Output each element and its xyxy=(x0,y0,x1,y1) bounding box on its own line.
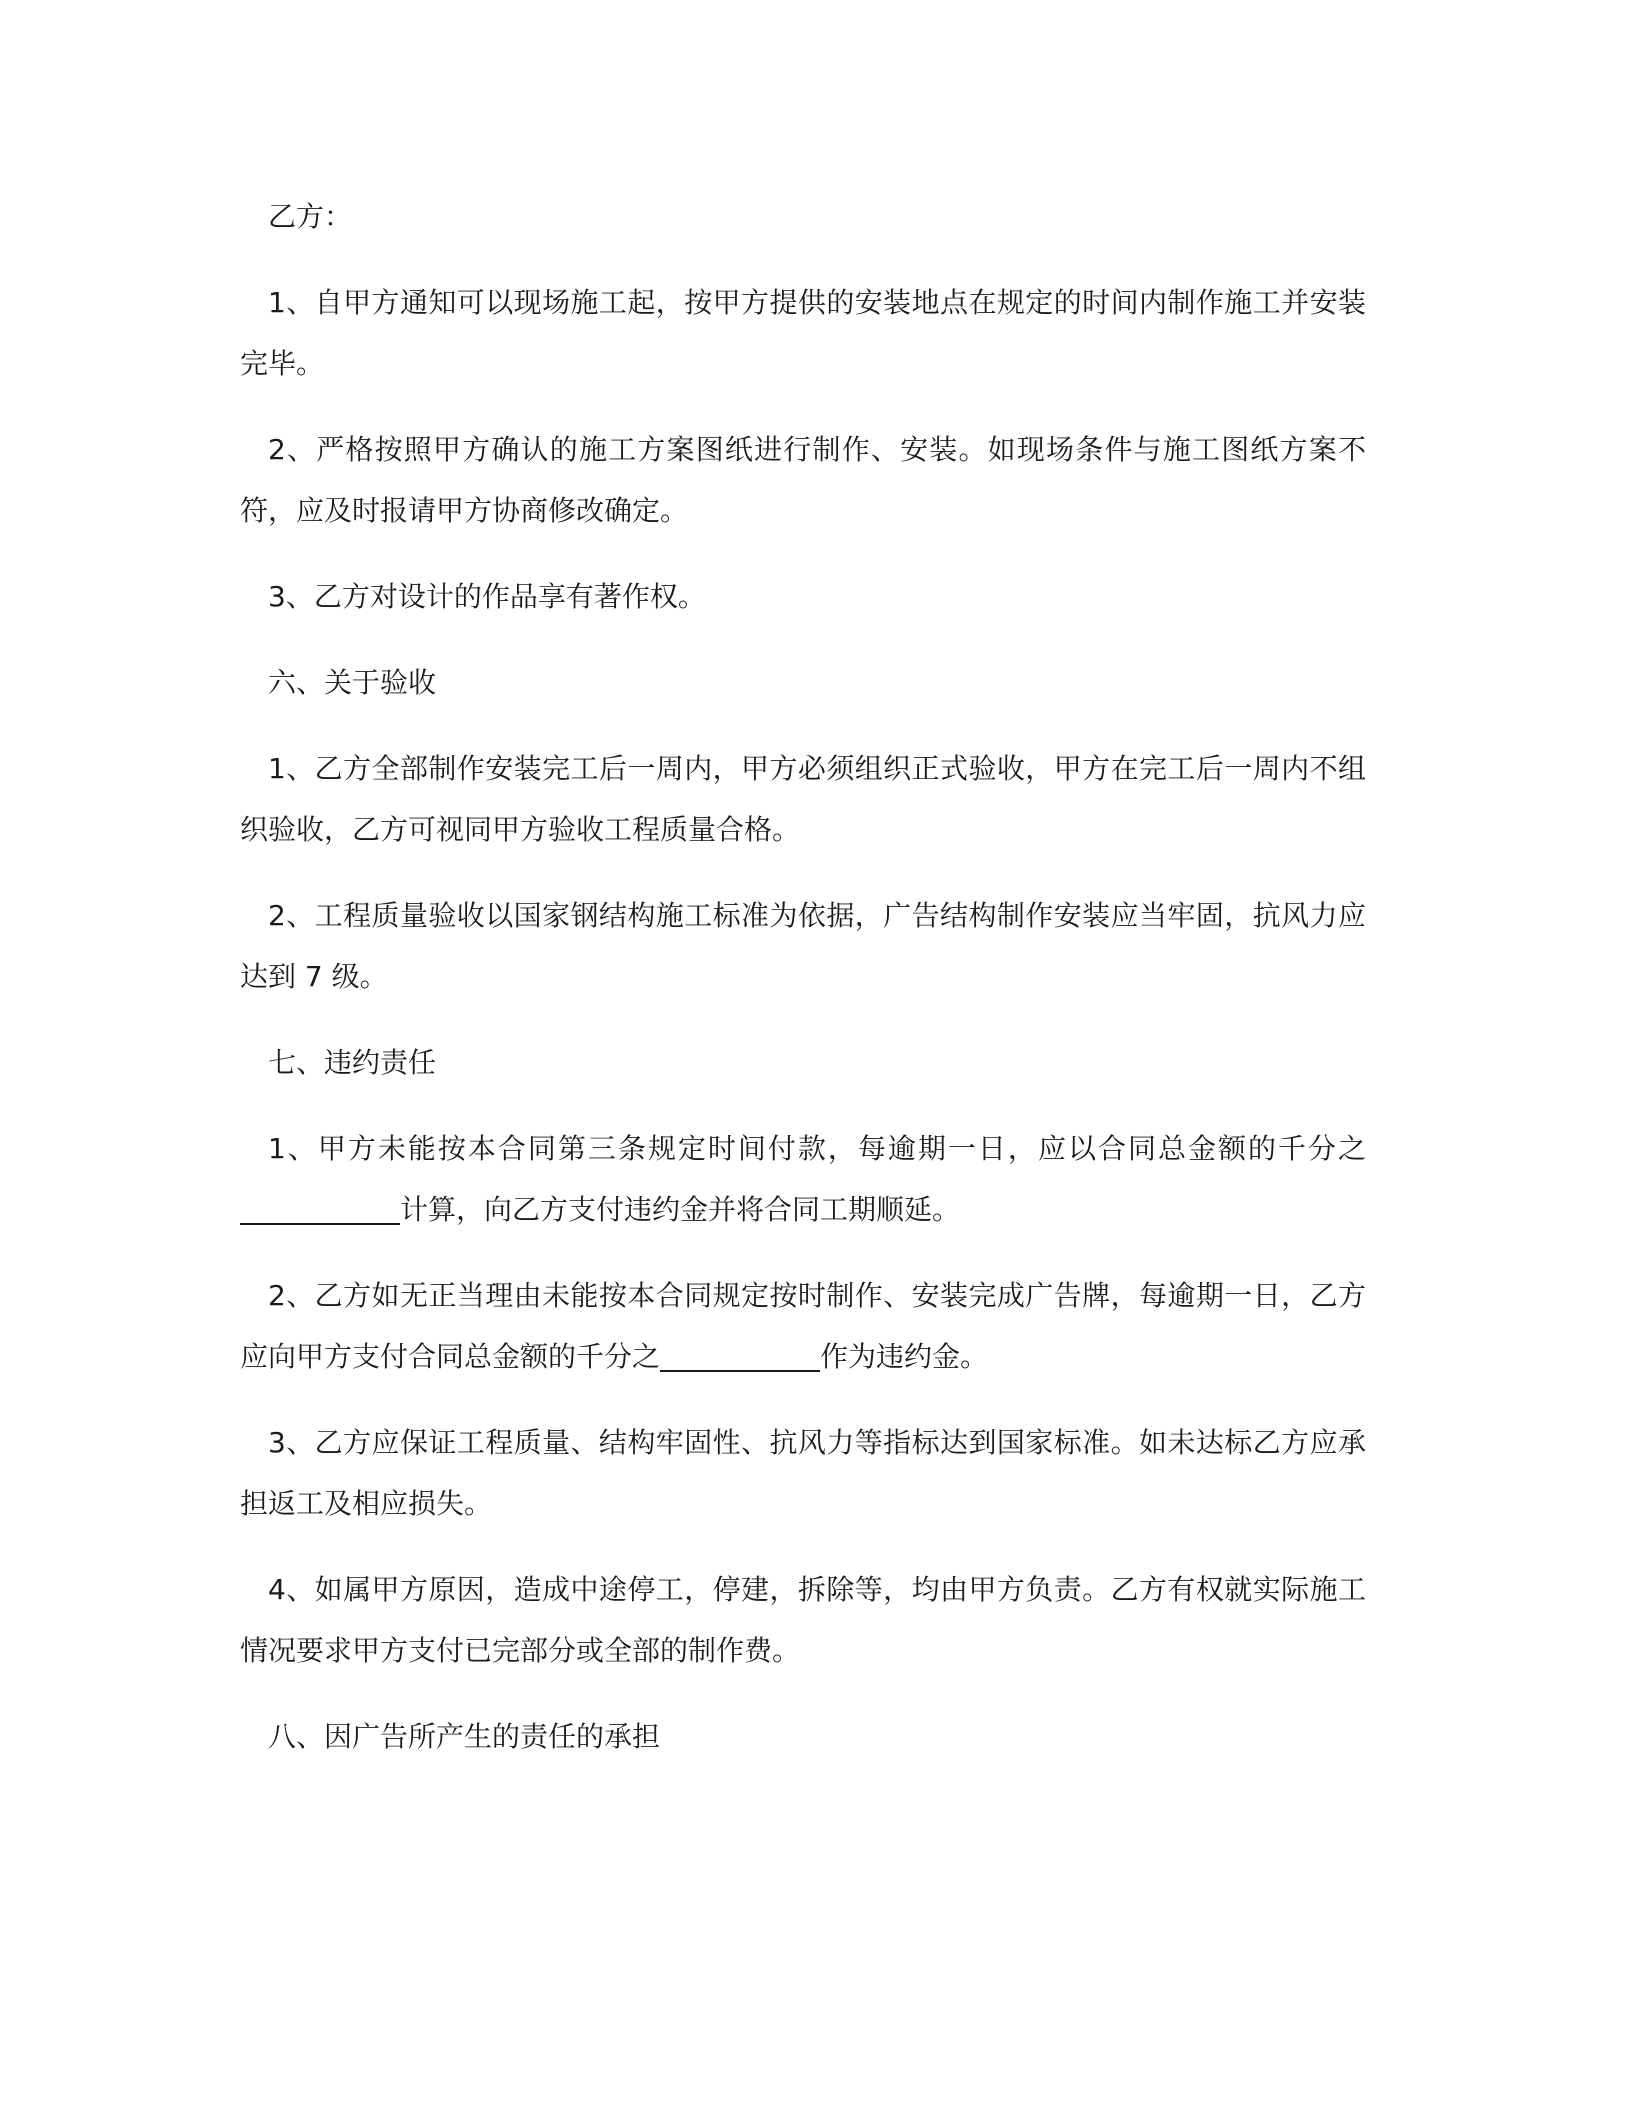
section-6-item-1: 1、乙方全部制作安装完工后一周内，甲方必须组织正式验收，甲方在完工后一周内不组织验收，乙方可视同甲方验收工程质量合格。 xyxy=(240,752,1366,846)
section-7-item-1-text-b: 计算，向乙方支付违约金并将合同工期顺延。 xyxy=(400,1193,961,1226)
clause-b-2: 2、严格按照甲方确认的施工方案图纸进行制作、安装。如现场条件与施工图纸方案不符，应及时报请甲方协商修改确定。 xyxy=(240,433,1366,527)
section-7-item-2-text-a: 2、乙方如无正当理由未能按本合同规定按时制作、安装完成广告牌，每逾期一日，乙方应向甲方支付合同总金额的千分之 xyxy=(240,1279,1366,1373)
clause-b-1: 1、自甲方通知可以现场施工起，按甲方提供的安装地点在规定的时间内制作施工并安装完毕。 xyxy=(240,286,1366,380)
section-8-title: 八、因广告所产生的责任的承担 xyxy=(268,1720,661,1753)
section-7-title: 七、违约责任 xyxy=(268,1046,437,1079)
section-7-item-3: 3、乙方应保证工程质量、结构牢固性、抗风力等指标达到国家标准。如未达标乙方应承担返工及相应损失。 xyxy=(240,1426,1366,1520)
fill-in-blank-1 xyxy=(240,1191,400,1225)
fill-in-blank-2 xyxy=(660,1338,820,1372)
section-7-item-2-text-b: 作为违约金。 xyxy=(820,1340,989,1373)
section-6-title: 六、关于验收 xyxy=(268,666,437,699)
section-7-item-4: 4、如属甲方原因，造成中途停工，停建，拆除等，均由甲方负责。乙方有权就实际施工情况要求甲方支付已完部分或全部的制作费。 xyxy=(240,1573,1366,1667)
section-6-item-2: 2、工程质量验收以国家钢结构施工标准为依据，广告结构制作安装应当牢固，抗风力应达到 7 级。 xyxy=(240,899,1366,993)
section-7-item-1 xyxy=(240,1118,1366,1240)
document-body xyxy=(240,186,1366,1767)
section-7-item-2 xyxy=(240,1265,1366,1387)
clause-b-3: 3、乙方对设计的作品享有著作权。 xyxy=(268,580,706,613)
party-b-label: 乙方： xyxy=(268,200,353,233)
section-7-item-1-text-a: 1、甲方未能按本合同第三条规定时间付款，每逾期一日，应以合同总金额的千分之 xyxy=(268,1132,1366,1165)
